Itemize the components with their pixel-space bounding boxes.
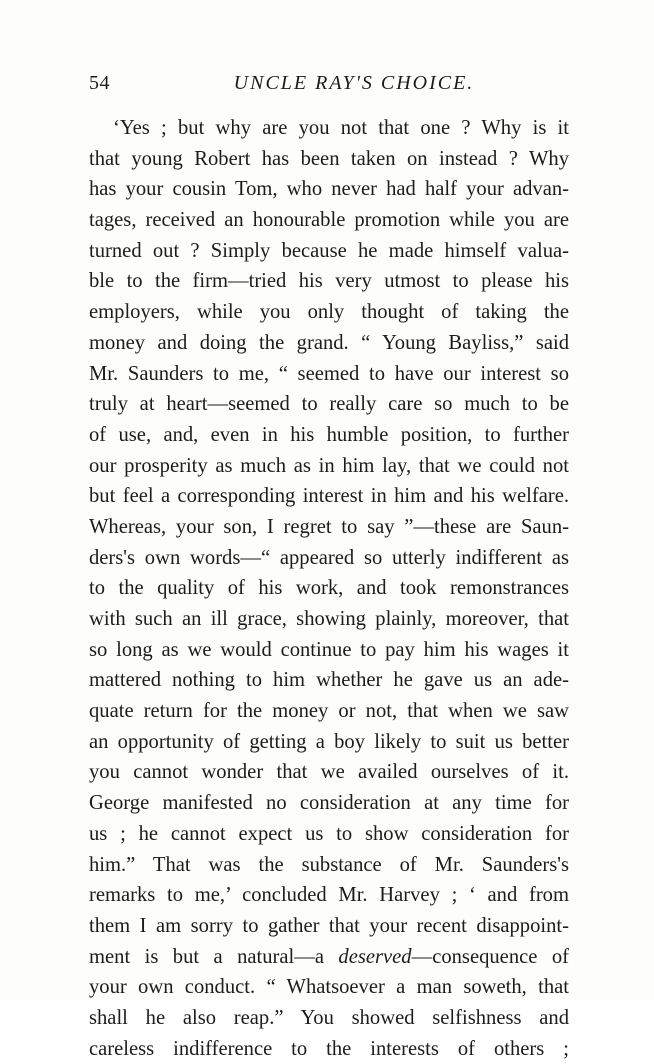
text-line: but feel a corresponding interest in him and his welfare. [89,485,569,508]
text-line: so long as we would continue to pay him his wages it [89,638,569,661]
text-line: quate return for the money or not, that when we saw [89,700,569,723]
page-header [89,72,569,100]
text-line: mattered nothing to him whether he gave us an ade- [89,669,569,692]
text-line: George manifested no consideration at any time for [89,792,569,815]
text-line: shall he also reap.” You showed selfishness and [89,1006,569,1029]
text-line: that young Robert has been taken on instead ? Why [89,147,569,170]
text-line: employers, while you only thought of taking the [89,301,569,324]
text-segment: —consequence of [411,945,569,968]
text-line: an opportunity of getting a boy likely to suit us better [89,730,569,753]
text-line: has your cousin Tom, who never had half your advan- [89,178,569,201]
text-line: tages, received an honourable promotion while you are [89,209,569,232]
text-line: them I am sorry to gather that your recent disappoint- [89,914,569,937]
body-text [89,113,569,1064]
text-line: truly at heart—seemed to really care so much to be [89,393,569,416]
text-line: to the quality of his work, and took remonstrances [89,577,569,600]
text-line: ble to the firm—tried his very utmost to please his [89,270,569,293]
text-line: turned out ? Simply because he made himself valua- [89,239,569,262]
text-line: him.” That was the substance of Mr. Saunders's [89,853,569,876]
text-line-emphasis [89,942,569,973]
page-number: 54 [89,72,110,94]
text-line: us ; he cannot expect us to show consideration for [89,822,569,845]
italic-word: deserved [338,945,412,968]
text-line: remarks to me,’ concluded Mr. Harvey ; ‘ and from [89,884,569,907]
text-line: money and doing the grand. “ Young Bayliss,” said [89,331,569,354]
text-line: you cannot wonder that we availed ourselves of it. [89,761,569,784]
text-line: Whereas, your son, I regret to say ”—these are Saun- [89,515,569,538]
text-line: ‘Yes ; but why are you not that one ? Why is it [113,117,569,139]
running-title: UNCLE RAY'S CHOICE. [233,72,475,94]
text-line: with such an ill grace, showing plainly, moreover, that [89,608,569,630]
text-line: Mr. Saunders to me, “ seemed to have our interest so [89,362,569,385]
text-line: of use, and, even in his humble position, to further [89,423,569,446]
text-line: your own conduct. “ Whatsoever a man soweth, that [89,976,569,999]
text-line: careless indifference to the interests of others ; [89,1037,569,1060]
text-segment: ment is but a natural—a [89,945,339,968]
text-line: our prosperity as much as in him lay, that we could not [89,454,569,477]
text-line: ders's own words—“ appeared so utterly indifferent as [89,546,569,569]
